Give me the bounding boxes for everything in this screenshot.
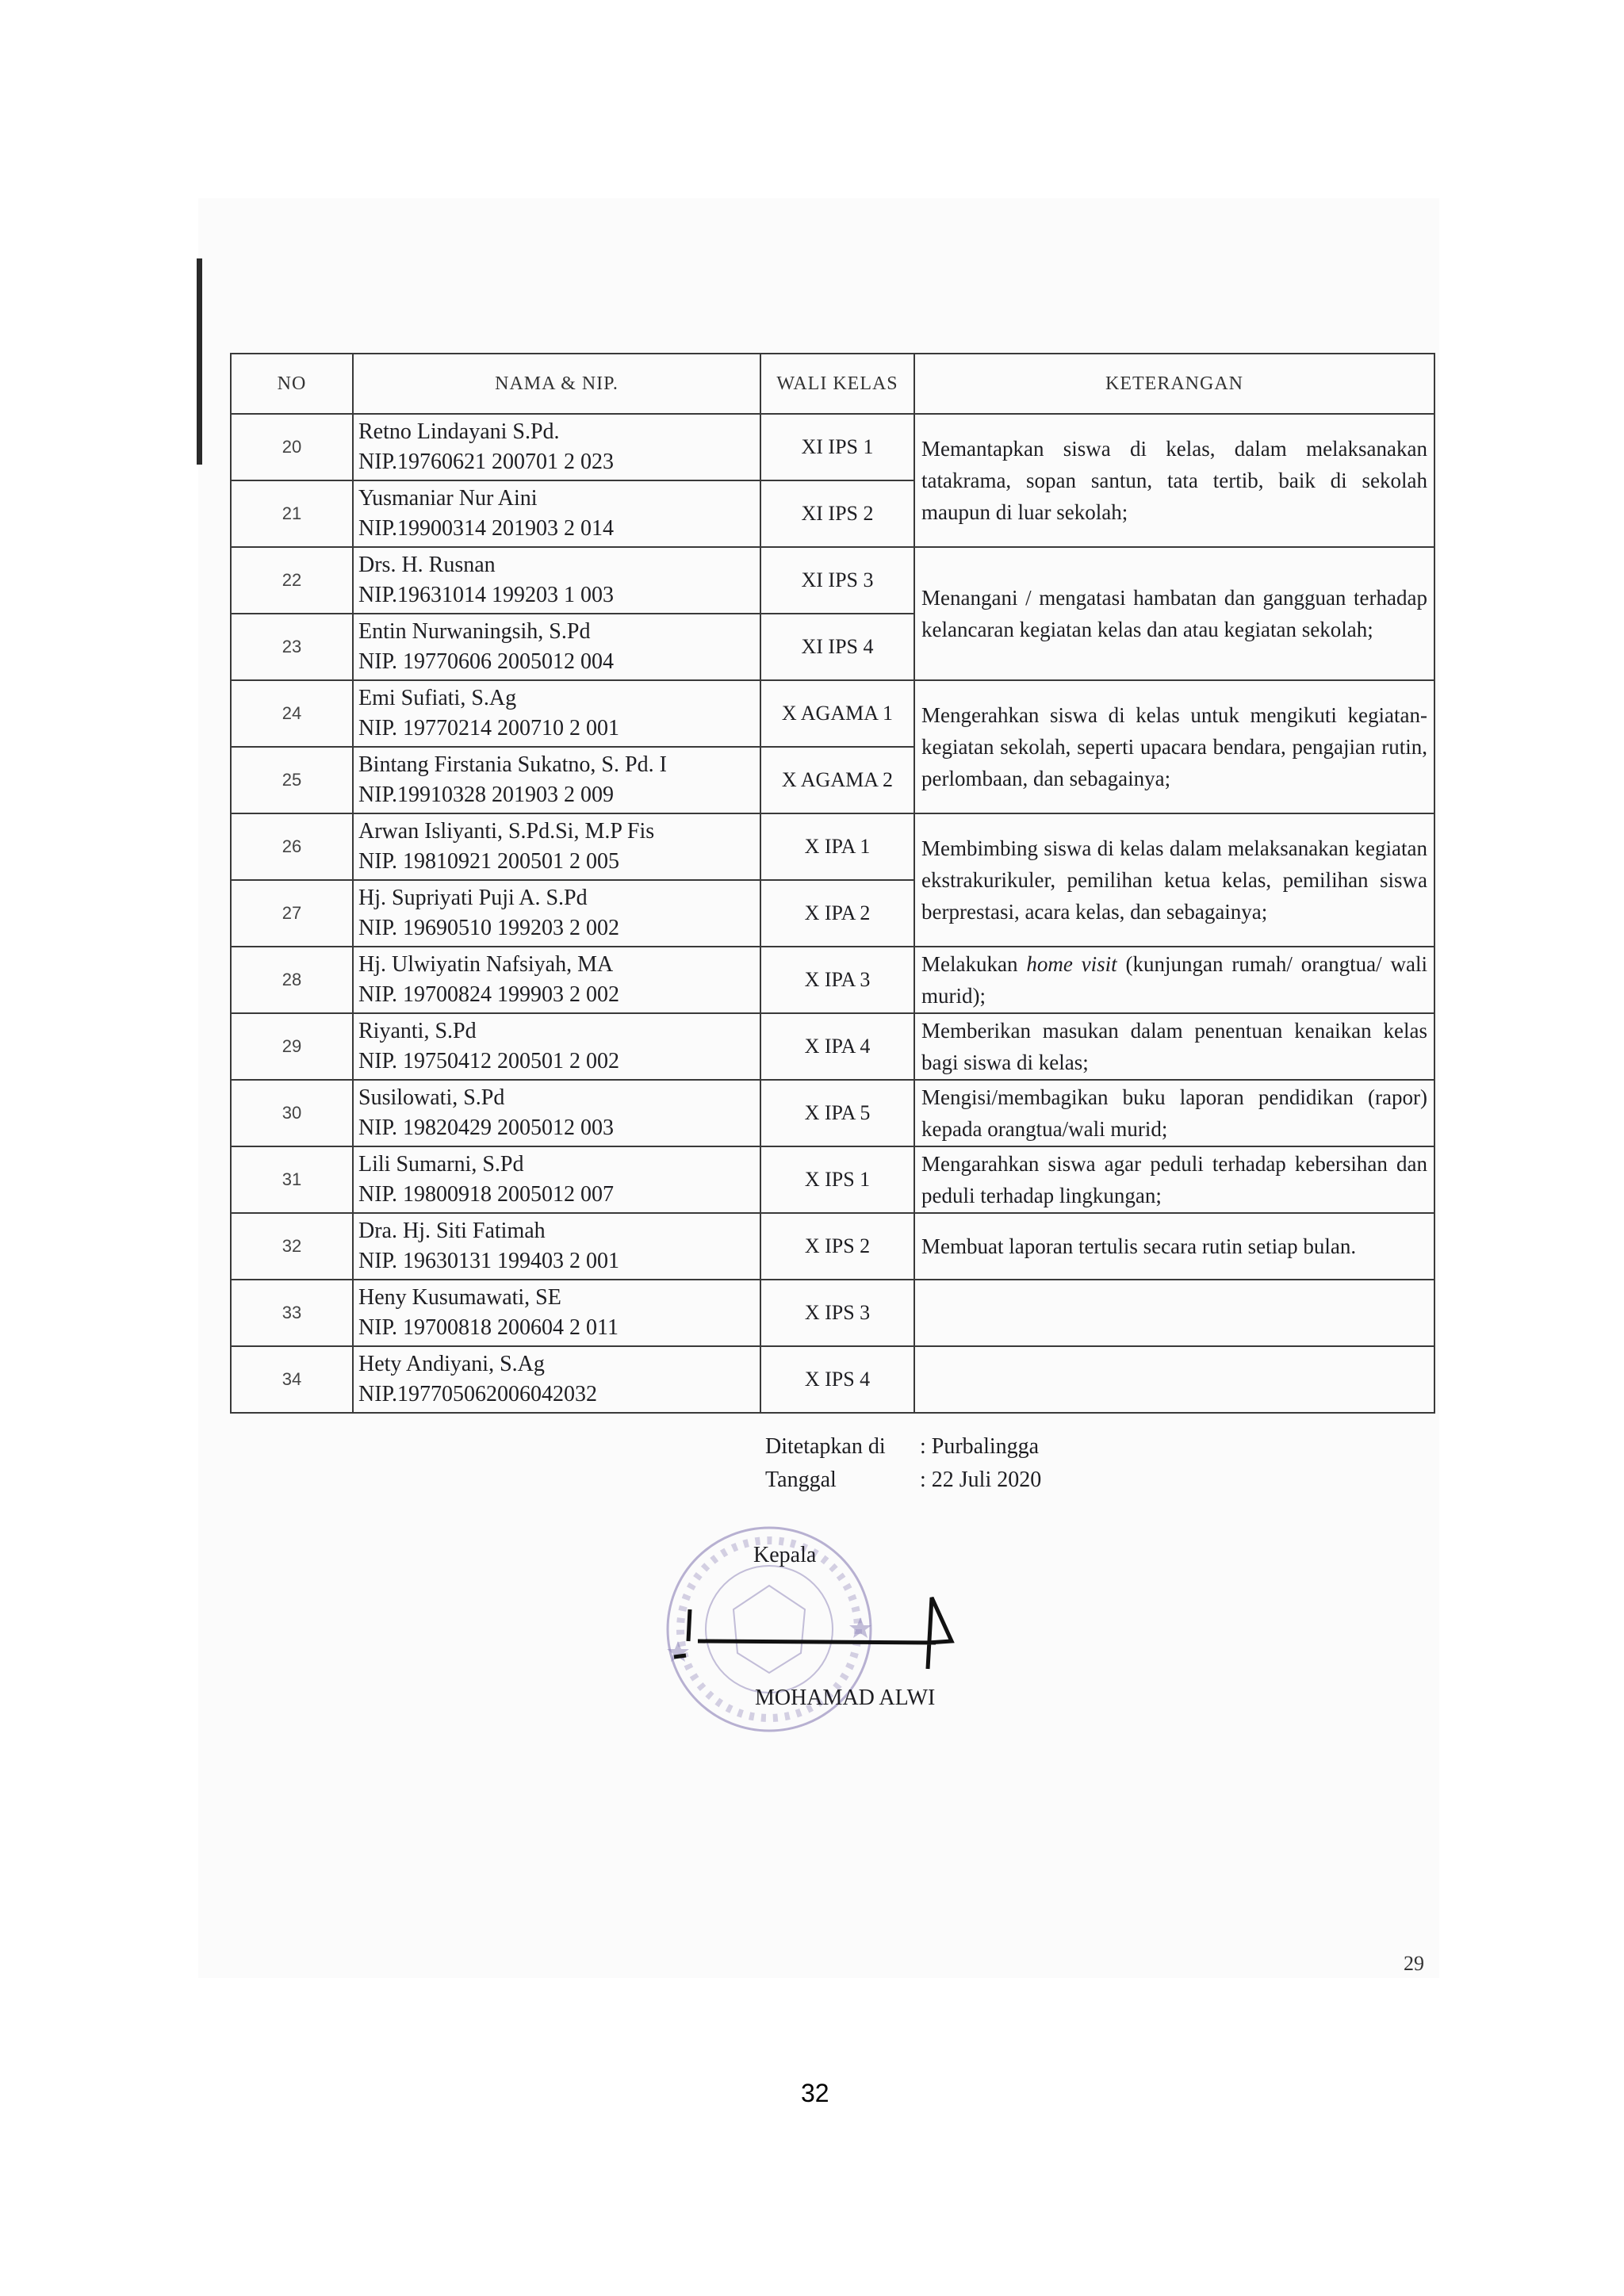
homeroom-class: X IPA 1: [760, 813, 914, 880]
homeroom-class: X AGAMA 1: [760, 680, 914, 747]
keterangan-text: Menangani / mengatasi hambatan dan gangguan terhadap kelancaran kegiatan kelas dan atau kegiatan sekolah;: [921, 586, 1427, 641]
keterangan-cell: [914, 1213, 1434, 1280]
keterangan-cell: [914, 680, 1434, 813]
teacher-name-nip: [353, 947, 760, 1013]
homeroom-teacher-table: [230, 353, 1435, 1414]
row-number: 21: [231, 480, 353, 547]
teacher-nip: NIP.197705062006042032: [358, 1382, 598, 1406]
teacher-nip: NIP. 19690510 199203 2 002: [358, 916, 620, 940]
table-row: [231, 1280, 1434, 1346]
keterangan-cell: [914, 1080, 1434, 1146]
homeroom-class: XI IPS 4: [760, 614, 914, 680]
homeroom-class: X IPA 2: [760, 880, 914, 947]
teacher-nip: NIP. 19630131 199403 2 001: [358, 1249, 620, 1273]
teacher-name: Hj. Ulwiyatin Nafsiyah, MA: [358, 952, 614, 977]
keterangan-cell: [914, 813, 1434, 947]
position-title: Kepala: [753, 1543, 817, 1567]
keterangan-text: Melakukan: [921, 952, 1027, 976]
teacher-name-nip: [353, 813, 760, 880]
teacher-name-nip: [353, 1080, 760, 1146]
teacher-name-nip: [353, 680, 760, 747]
keterangan-text: Membimbing siswa di kelas dalam melaksanakan kegiatan ekstrakurikuler, pemilihan ketua kelas, pemilihan siswa berprestasi, acara kelas, dan sebagainya;: [921, 836, 1427, 924]
homeroom-class: XI IPS 2: [760, 480, 914, 547]
keterangan-text: Mengerahkan siswa di kelas untuk mengikuti kegiatan-kegiatan sekolah, seperti upacara bendara, pengajian rutin, perlombaan, dan sebagainya;: [921, 703, 1427, 790]
keterangan-text: Membuat laporan tertulis secara rutin setiap bulan.: [921, 1234, 1357, 1258]
page-edge-shadow: [197, 258, 202, 465]
table-header-row: [231, 354, 1434, 414]
row-number: 30: [231, 1080, 353, 1146]
teacher-name: Lili Sumarni, S.Pd: [358, 1152, 524, 1177]
teacher-name: Arwan Isliyanti, S.Pd.Si, M.P Fis: [358, 819, 655, 844]
row-number: 33: [231, 1280, 353, 1346]
signature-block: [658, 1433, 1134, 1751]
table-row: [231, 1213, 1434, 1280]
row-number: 28: [231, 947, 353, 1013]
homeroom-class: X AGAMA 2: [760, 747, 914, 813]
teacher-name: Hj. Supriyati Puji A. S.Pd: [358, 886, 588, 910]
teacher-name: Dra. Hj. Siti Fatimah: [358, 1219, 546, 1243]
keterangan-cell: [914, 1013, 1434, 1080]
homeroom-class: X IPS 3: [760, 1280, 914, 1346]
place-label: Ditetapkan di: [765, 1434, 886, 1459]
keterangan-cell: [914, 1280, 1434, 1346]
teacher-name: Bintang Firstania Sukatno, S. Pd. I: [358, 752, 667, 777]
table-row: [231, 813, 1434, 880]
keterangan-text-after: (kunjungan rumah/ orangtua/ wali murid);: [921, 952, 1428, 1008]
teacher-nip: NIP.19910328 201903 2 009: [358, 783, 615, 807]
teacher-name: Entin Nurwaningsih, S.Pd: [358, 619, 591, 644]
teacher-name-nip: [353, 547, 760, 614]
date-label: Tanggal: [765, 1468, 837, 1492]
header-wali-kelas: WALI KELAS: [760, 354, 914, 414]
keterangan-cell: [914, 947, 1434, 1013]
table-row: [231, 680, 1434, 747]
teacher-name-nip: [353, 480, 760, 547]
row-number: 27: [231, 880, 353, 947]
table-row: [231, 1346, 1434, 1413]
teacher-name: Emi Sufiati, S.Ag: [358, 686, 517, 710]
header-nama-nip: NAMA & NIP.: [353, 354, 760, 414]
table-row: [231, 414, 1434, 480]
teacher-name-nip: [353, 1213, 760, 1280]
row-number: 34: [231, 1346, 353, 1413]
table-row: [231, 547, 1434, 614]
homeroom-class: X IPS 1: [760, 1146, 914, 1213]
header-no: NO: [231, 354, 353, 414]
teacher-nip: NIP. 19700818 200604 2 011: [358, 1315, 619, 1340]
teacher-name-nip: [353, 1013, 760, 1080]
keterangan-cell: [914, 1346, 1434, 1413]
teacher-name-nip: [353, 747, 760, 813]
teacher-name: Susilowati, S.Pd: [358, 1085, 505, 1110]
homeroom-class: X IPS 4: [760, 1346, 914, 1413]
teacher-name-nip: [353, 1280, 760, 1346]
teacher-nip: NIP. 19820429 2005012 003: [358, 1115, 615, 1140]
keterangan-text: Mengarahkan siswa agar peduli terhadap kebersihan dan peduli terhadap lingkungan;: [921, 1152, 1427, 1207]
keterangan-cell: [914, 1146, 1434, 1213]
row-number: 31: [231, 1146, 353, 1213]
scan-page-number: 29: [1404, 1952, 1424, 1975]
place-value: : Purbalingga: [920, 1434, 1040, 1459]
teacher-nip: NIP. 19700824 199903 2 002: [358, 982, 620, 1007]
teacher-nip: NIP.19631014 199203 1 003: [358, 583, 615, 607]
teacher-name: Retno Lindayani S.Pd.: [358, 419, 560, 444]
row-number: 29: [231, 1013, 353, 1080]
teacher-name-nip: [353, 414, 760, 480]
table-body: [231, 414, 1434, 1413]
teacher-nip: NIP. 19810921 200501 2 005: [358, 849, 620, 874]
teacher-name-nip: [353, 1346, 760, 1413]
date-value: : 22 Juli 2020: [920, 1468, 1042, 1492]
table-row: [231, 947, 1434, 1013]
signatory-name: MOHAMAD ALWI: [755, 1686, 936, 1710]
teacher-name-nip: [353, 880, 760, 947]
keterangan-text: Memberikan masukan dalam penentuan kenaikan kelas bagi siswa di kelas;: [921, 1019, 1427, 1074]
row-number: 25: [231, 747, 353, 813]
row-number: 26: [231, 813, 353, 880]
teacher-name: Yusmaniar Nur Aini: [358, 486, 538, 511]
homeroom-class: X IPA 4: [760, 1013, 914, 1080]
teacher-nip: NIP. 19800918 2005012 007: [358, 1182, 615, 1207]
row-number: 24: [231, 680, 353, 747]
teacher-nip: NIP. 19750412 200501 2 002: [358, 1049, 620, 1073]
table-row: [231, 1013, 1434, 1080]
homeroom-class: X IPA 3: [760, 947, 914, 1013]
row-number: 23: [231, 614, 353, 680]
row-number: 22: [231, 547, 353, 614]
keterangan-cell: [914, 414, 1434, 547]
table-row: [231, 1146, 1434, 1213]
teacher-name: Drs. H. Rusnan: [358, 553, 496, 577]
teacher-name-nip: [353, 614, 760, 680]
teacher-nip: NIP.19760621 200701 2 023: [358, 450, 615, 474]
homeroom-class: XI IPS 1: [760, 414, 914, 480]
teacher-name: Hety Andiyani, S.Ag: [358, 1352, 545, 1376]
row-number: 32: [231, 1213, 353, 1280]
homeroom-class: X IPS 2: [760, 1213, 914, 1280]
teacher-nip: NIP. 19770606 2005012 004: [358, 649, 615, 674]
keterangan-italic: home visit: [1026, 952, 1117, 976]
homeroom-class: X IPA 5: [760, 1080, 914, 1146]
page-number: 32: [801, 2079, 829, 2107]
teacher-nip: NIP. 19770214 200710 2 001: [358, 716, 620, 740]
handwritten-signature: [666, 1594, 983, 1681]
teacher-name: Heny Kusumawati, SE: [358, 1285, 561, 1310]
keterangan-cell: [914, 547, 1434, 680]
keterangan-text: Mengisi/membagikan buku laporan pendidikan (rapor) kepada orangtua/wali murid;: [921, 1085, 1427, 1141]
keterangan-text: Memantapkan siswa di kelas, dalam melaksanakan tatakrama, sopan santun, tata tertib, baik di sekolah maupun di luar sekolah;: [921, 437, 1427, 524]
row-number: 20: [231, 414, 353, 480]
teacher-name-nip: [353, 1146, 760, 1213]
teacher-nip: NIP.19900314 201903 2 014: [358, 516, 615, 541]
header-keterangan: KETERANGAN: [914, 354, 1434, 414]
table-row: [231, 1080, 1434, 1146]
homeroom-class: XI IPS 3: [760, 547, 914, 614]
teacher-name: Riyanti, S.Pd: [358, 1019, 477, 1043]
